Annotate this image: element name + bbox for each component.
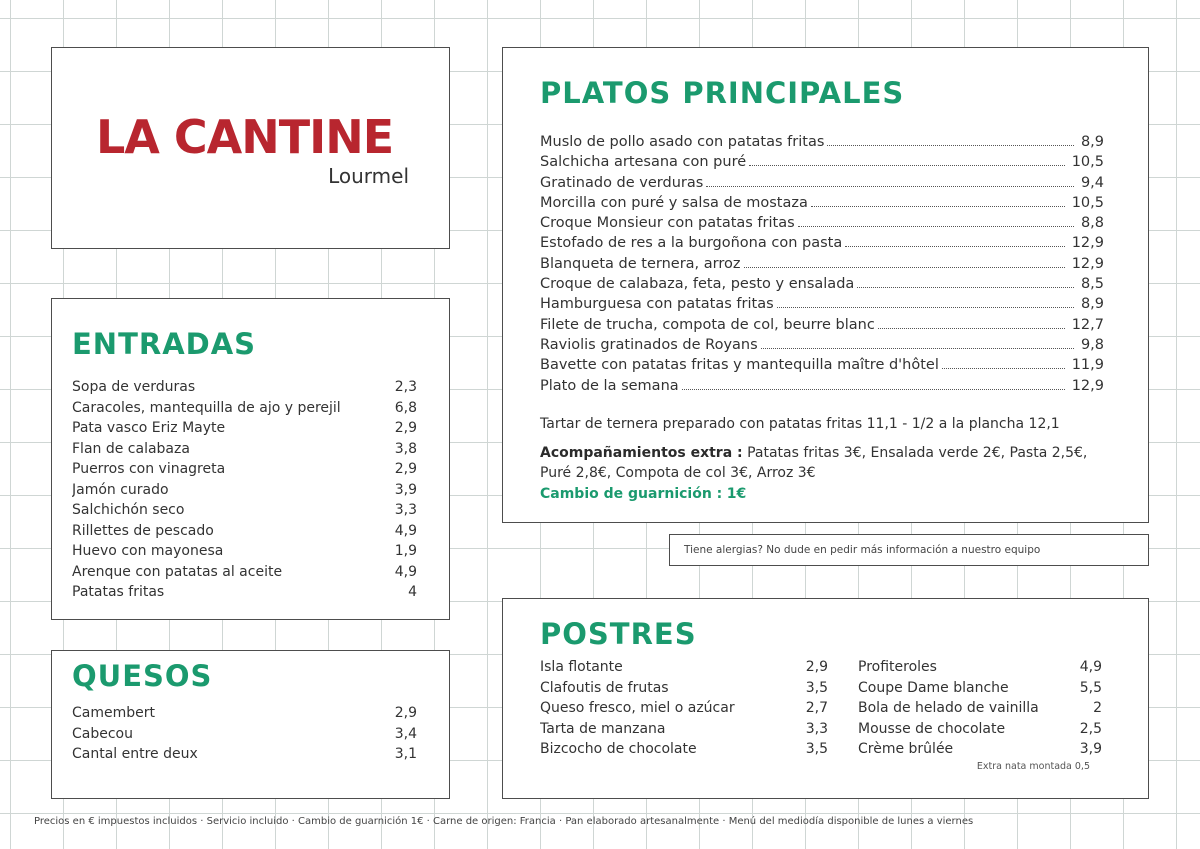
postres-panel bbox=[502, 598, 1149, 799]
menu-item-name: Puerros con vinagreta bbox=[72, 461, 226, 477]
menu-item-name: Cabecou bbox=[72, 725, 133, 742]
logo-title: LA CANTINE bbox=[96, 110, 394, 164]
dotted-leader bbox=[682, 389, 1065, 390]
menu-item-name: Huevo con mayonesa bbox=[72, 543, 224, 559]
menu-item-name: Patatas fritas bbox=[72, 584, 165, 600]
entradas-title: ENTRADAS bbox=[72, 327, 257, 361]
dotted-leader bbox=[845, 246, 1064, 247]
quesos-title: QUESOS bbox=[72, 659, 213, 693]
menu-item bbox=[858, 657, 1102, 678]
menu-item-price: 3,3 bbox=[805, 720, 828, 737]
menu-item bbox=[540, 719, 828, 740]
menu-item-name: Isla flotante bbox=[540, 659, 623, 675]
menu-item-price: 1,9 bbox=[394, 543, 417, 559]
menu-item bbox=[72, 521, 417, 542]
menu-item-name: Flan de calabaza bbox=[72, 440, 190, 457]
menu-item-name: Gratinado de verduras bbox=[540, 174, 704, 191]
postres-list-right bbox=[858, 657, 1102, 760]
menu-item-price: 4,9 bbox=[394, 522, 417, 539]
menu-item bbox=[858, 739, 1102, 760]
dotted-leader bbox=[811, 206, 1065, 207]
menu-item bbox=[858, 719, 1102, 740]
menu-item-price: 3,5 bbox=[805, 679, 828, 696]
menu-item bbox=[72, 500, 417, 521]
menu-item bbox=[540, 376, 1104, 396]
menu-item-price: 3,9 bbox=[394, 481, 417, 498]
logo-panel bbox=[51, 47, 450, 249]
menu-item-price: 2,7 bbox=[805, 700, 828, 716]
menu-item-price: 4,9 bbox=[1079, 659, 1102, 675]
menu-item-price: 9,8 bbox=[1080, 336, 1104, 353]
menu-item-name: Rillettes de pescado bbox=[72, 522, 214, 539]
menu-item-name: Profiteroles bbox=[858, 659, 937, 675]
menu-item-name: Muslo de pollo asado con patatas fritas bbox=[540, 134, 825, 150]
dotted-leader bbox=[749, 165, 1065, 166]
menu-item-price: 3,3 bbox=[394, 502, 417, 518]
menu-item bbox=[72, 703, 417, 724]
menu-item bbox=[540, 173, 1104, 193]
menu-item-name: Camembert bbox=[72, 705, 155, 721]
menu-item-name: Morcilla con puré y salsa de mostaza bbox=[540, 194, 808, 211]
menu-item bbox=[858, 698, 1102, 719]
menu-item-name: Salchichón seco bbox=[72, 502, 185, 518]
cambio-guarnicion bbox=[540, 484, 1120, 505]
menu-item bbox=[540, 698, 828, 719]
menu-item bbox=[540, 657, 828, 678]
dotted-leader bbox=[798, 226, 1074, 227]
menu-item-name: Cantal entre deux bbox=[72, 746, 198, 762]
menu-item bbox=[72, 377, 417, 398]
menu-item-name: Jamón curado bbox=[72, 481, 169, 498]
menu-item bbox=[540, 132, 1104, 152]
menu-item-name: Blanqueta de ternera, arroz bbox=[540, 255, 741, 272]
menu-item bbox=[540, 315, 1104, 335]
menu-item bbox=[540, 739, 828, 760]
platos-special: Tartar de ternera preparado con patatas fritas 11,1 - 1/2 a la plancha 12,1 bbox=[540, 416, 1060, 432]
menu-item bbox=[72, 744, 417, 765]
menu-item-price: 2 bbox=[1093, 700, 1102, 716]
menu-item bbox=[72, 418, 417, 439]
entradas-panel bbox=[51, 298, 450, 620]
menu-item-name: Bola de helado de vainilla bbox=[858, 700, 1039, 716]
menu-item-price: 2,5 bbox=[1079, 720, 1102, 737]
menu-item-price: 10,5 bbox=[1071, 154, 1104, 171]
menu-item-price: 3,8 bbox=[394, 440, 417, 457]
menu-item-price: 12,9 bbox=[1071, 255, 1104, 272]
menu-item bbox=[540, 213, 1104, 233]
dotted-leader bbox=[827, 145, 1074, 146]
acompanamientos bbox=[540, 443, 1120, 484]
menu-item bbox=[72, 480, 417, 501]
platos-extras bbox=[540, 416, 1120, 504]
menu-item-name: Arenque con patatas al aceite bbox=[72, 563, 283, 580]
menu-item-price: 8,9 bbox=[1080, 134, 1104, 150]
menu-item-price: 3,5 bbox=[805, 741, 828, 757]
dotted-leader bbox=[777, 307, 1074, 308]
platos-list bbox=[540, 132, 1104, 396]
menu-item bbox=[540, 294, 1104, 314]
menu-item-name: Coupe Dame blanche bbox=[858, 679, 1009, 696]
menu-item-price: 8,5 bbox=[1080, 276, 1104, 293]
menu-item-name: Hamburguesa con patatas fritas bbox=[540, 296, 774, 313]
menu-item-price: 11,9 bbox=[1071, 357, 1104, 374]
dotted-leader bbox=[761, 348, 1074, 349]
postres-list-left bbox=[540, 657, 828, 760]
acompanamientos-label: Acompañamientos extra : bbox=[540, 444, 743, 461]
menu-item bbox=[72, 582, 417, 603]
menu-item-price: 5,5 bbox=[1079, 679, 1102, 696]
entradas-list bbox=[72, 377, 417, 603]
menu-item-price: 3,9 bbox=[1079, 741, 1102, 757]
menu-item bbox=[540, 355, 1104, 375]
dotted-leader bbox=[706, 186, 1074, 187]
dotted-leader bbox=[878, 328, 1065, 329]
menu-item bbox=[858, 678, 1102, 699]
menu-item bbox=[540, 678, 828, 699]
menu-item bbox=[540, 193, 1104, 213]
menu-item bbox=[540, 152, 1104, 172]
menu-item bbox=[540, 233, 1104, 253]
menu-item-price: 8,8 bbox=[1080, 215, 1104, 232]
menu-item-price: 12,7 bbox=[1071, 316, 1104, 333]
dotted-leader bbox=[942, 368, 1065, 369]
menu-item-price: 10,5 bbox=[1071, 194, 1104, 211]
menu-item-name: Salchicha artesana con puré bbox=[540, 154, 747, 171]
menu-item bbox=[72, 541, 417, 562]
postres-extra: Extra nata montada 0,5 bbox=[976, 761, 1090, 772]
menu-item-price: 9,4 bbox=[1080, 174, 1104, 191]
menu-item bbox=[72, 398, 417, 419]
platos-title: PLATOS PRINCIPALES bbox=[540, 76, 905, 110]
menu-item-price: 3,1 bbox=[394, 746, 417, 762]
menu-item-name: Filete de trucha, compota de col, beurre blanc bbox=[540, 316, 875, 333]
quesos-panel bbox=[51, 650, 450, 799]
quesos-list bbox=[72, 703, 417, 765]
menu-item-name: Raviolis gratinados de Royans bbox=[540, 336, 758, 353]
menu-item bbox=[540, 335, 1104, 355]
menu-item-price: 2,9 bbox=[394, 705, 417, 721]
menu-item-name: Pata vasco Eriz Mayte bbox=[72, 420, 226, 436]
menu-item-price: 12,9 bbox=[1071, 235, 1104, 252]
menu-item bbox=[72, 724, 417, 745]
menu-item-name: Croque Monsieur con patatas fritas bbox=[540, 215, 795, 232]
menu-item-price: 6,8 bbox=[394, 399, 417, 416]
menu-item-name: Bavette con patatas fritas y mantequilla maître d'hôtel bbox=[540, 357, 939, 374]
menu-item-name: Plato de la semana bbox=[540, 377, 679, 394]
menu-item-name: Tarta de manzana bbox=[540, 720, 666, 737]
menu-item-name: Crème brûlée bbox=[858, 741, 954, 757]
postres-title: POSTRES bbox=[540, 617, 697, 651]
allergy-note: Tiene alergias? No dude en pedir más información a nuestro equipo bbox=[669, 534, 1149, 566]
menu-item bbox=[72, 562, 417, 583]
menu-item-price: 4 bbox=[408, 584, 417, 600]
platos-panel bbox=[502, 47, 1149, 523]
menu-item-name: Mousse de chocolate bbox=[858, 720, 1006, 737]
menu-item bbox=[540, 274, 1104, 294]
menu-item bbox=[72, 439, 417, 460]
dotted-leader bbox=[857, 287, 1074, 288]
menu-item-price: 2,9 bbox=[805, 659, 828, 675]
menu-item-price: 8,9 bbox=[1080, 296, 1104, 313]
menu-item-price: 2,9 bbox=[394, 461, 417, 477]
menu-item-name: Bizcocho de chocolate bbox=[540, 741, 697, 757]
menu-item-name: Queso fresco, miel o azúcar bbox=[540, 700, 735, 716]
cambio-value: 1€ bbox=[726, 485, 747, 502]
footer-note: Precios en € impuestos incluidos · Servicio incluido · Cambio de guarnición 1€ · Carne de origen: Francia · Pan elaborado artesanalmente · Menú del mediodía disponible de lunes a viernes bbox=[34, 816, 974, 827]
menu-item-price: 4,9 bbox=[394, 563, 417, 580]
menu-item-price: 2,9 bbox=[394, 420, 417, 436]
menu-item bbox=[540, 254, 1104, 274]
menu-item-name: Clafoutis de frutas bbox=[540, 679, 669, 696]
menu-item-name: Caracoles, mantequilla de ajo y perejil bbox=[72, 399, 341, 416]
logo-subtitle: Lourmel bbox=[328, 164, 409, 188]
menu-item-price: 12,9 bbox=[1071, 377, 1104, 394]
menu-item bbox=[72, 459, 417, 480]
menu-item-price: 3,4 bbox=[394, 725, 417, 742]
cambio-label: Cambio de guarnición : bbox=[540, 485, 723, 502]
menu-item-name: Estofado de res a la burgoñona con pasta bbox=[540, 235, 843, 252]
menu-item-name: Sopa de verduras bbox=[72, 379, 196, 395]
acompanamientos-text: Patatas fritas 3€, Ensalada verde 2€, Pasta 2,5€, Puré 2,8€, Compota de col 3€, Arroz 3€ bbox=[540, 444, 1088, 481]
menu-item-price: 2,3 bbox=[394, 379, 417, 395]
menu-item-name: Croque de calabaza, feta, pesto y ensalada bbox=[540, 276, 855, 293]
dotted-leader bbox=[744, 267, 1065, 268]
